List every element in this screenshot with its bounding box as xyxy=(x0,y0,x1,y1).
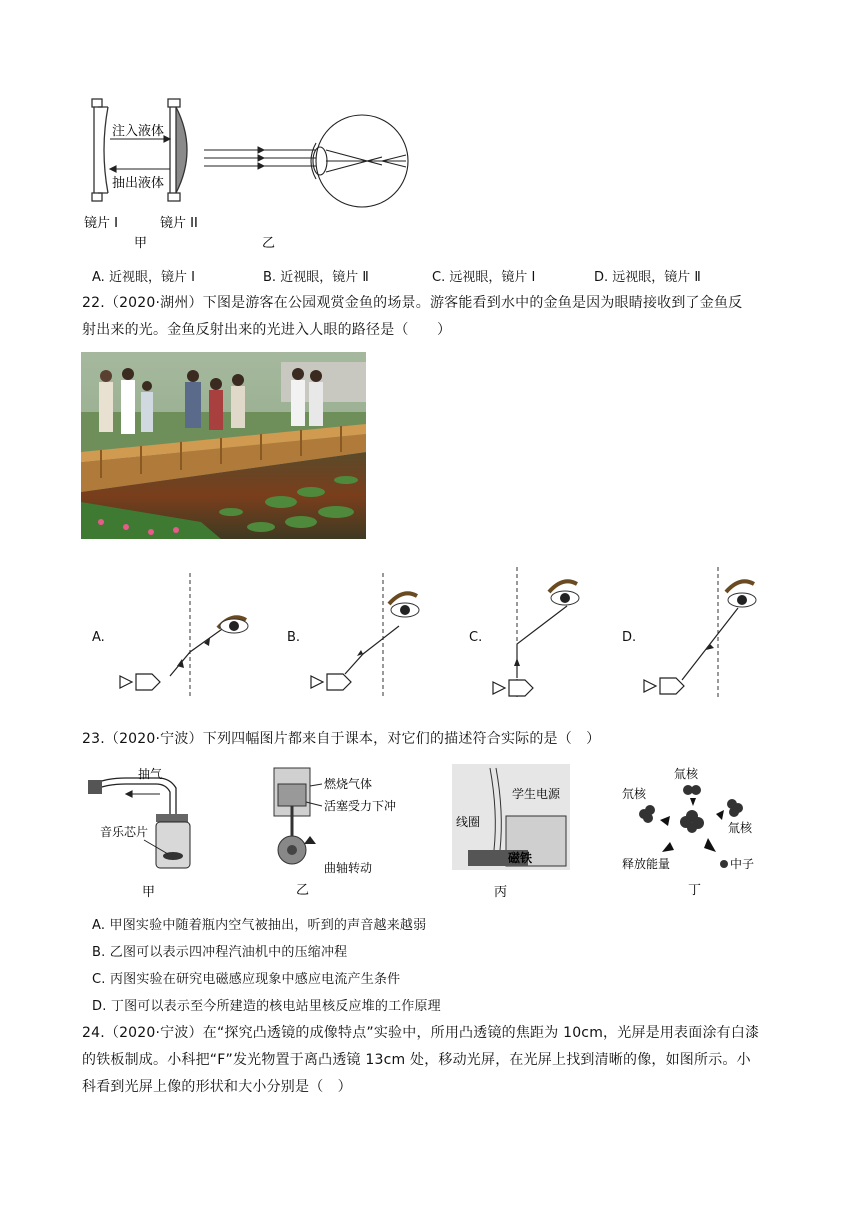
q22-option-a-label[interactable]: A. xyxy=(92,630,105,645)
q21-option-c[interactable]: C. 远视眼，镜片 I xyxy=(432,270,536,285)
svg-text:氘核: 氘核 xyxy=(622,787,647,801)
q22-stem: 22.（2020·湖州）下图是游客在公园观赏金鱼的场景。游客能看到水中的金鱼是因为眼睛接收到了金鱼反 射出来的光。金鱼反射出来的光进入人眼的路径是（ ） xyxy=(82,295,743,338)
q22-option-d-label[interactable]: D. xyxy=(622,630,637,645)
q21-option-b[interactable]: B. 近视眼，镜片 Ⅱ xyxy=(263,270,369,285)
yi-caption: 乙 xyxy=(262,236,276,251)
q23-figure-jia xyxy=(86,764,226,902)
lens-1-label: 镜片 I xyxy=(84,216,118,231)
fish-icon xyxy=(493,680,533,696)
jia-caption: 甲 xyxy=(134,236,148,251)
q22-option-d-diagram[interactable] xyxy=(640,562,790,702)
q23-option-b[interactable]: B. 乙图可以表示四冲程汽油机中的压缩冲程 xyxy=(92,945,348,960)
q23-figure-yi xyxy=(266,762,426,902)
eye-diagram xyxy=(311,115,408,207)
svg-text:磁铁: 磁铁 xyxy=(508,851,533,865)
q22-option-c-diagram[interactable] xyxy=(485,562,635,702)
svg-text:学生电源: 学生电源 xyxy=(512,787,561,801)
svg-text:氚核: 氚核 xyxy=(674,767,699,781)
q23-option-d[interactable]: D. 丁图可以表示至今所建造的核电站里核反应堆的工作原理 xyxy=(92,999,441,1014)
svg-text:曲轴转动: 曲轴转动 xyxy=(324,861,373,875)
svg-text:氚核: 氚核 xyxy=(728,821,753,835)
q23-stem: 23.（2020·宁波）下列四幅图片都来自于课本，对它们的描述符合实际的是（ ） xyxy=(82,731,601,747)
svg-text:线圈: 线圈 xyxy=(456,815,481,829)
svg-text:活塞受力下冲: 活塞受力下冲 xyxy=(324,799,397,813)
q23-option-a[interactable]: A. 甲图实验中随着瓶内空气被抽出，听到的声音越来越弱 xyxy=(92,918,427,933)
q22-option-b-label[interactable]: B. xyxy=(287,630,301,645)
svg-text:中子: 中子 xyxy=(730,857,755,871)
fish-icon xyxy=(120,674,160,690)
svg-text:燃烧气体: 燃烧气体 xyxy=(324,777,373,791)
svg-text:音乐芯片: 音乐芯片 xyxy=(100,825,149,839)
q22-goldfish-pond-photo xyxy=(81,352,366,539)
inject-label: 注入液体 xyxy=(112,124,165,139)
eye-icon xyxy=(726,581,756,607)
lens-2-shape xyxy=(168,99,187,201)
svg-text:丙: 丙 xyxy=(494,885,508,900)
lens-1-shape xyxy=(92,99,108,201)
extract-label: 抽出液体 xyxy=(112,176,165,191)
q22-option-a-diagram[interactable] xyxy=(110,568,260,700)
q23-options xyxy=(92,912,441,1020)
q21-lens-eye-figure xyxy=(80,95,420,260)
q23-figure-ding xyxy=(620,760,770,902)
q24-stem: 24.（2020·宁波）在“探究凸透镜的成像特点”实验中，所用凸透镜的焦距为 10cm，光屏是用表面涂有白漆 的铁板制成。小科把“F”发光物置于离凸透镜 13cm 处，移动光屏，在光屏上找到清晰的像，如图所示。小 科看到光屏上像的形状和大小分别是（ ） xyxy=(82,1025,760,1095)
fish-icon xyxy=(644,678,684,694)
fish-icon xyxy=(311,674,351,690)
svg-text:甲: 甲 xyxy=(142,885,156,900)
svg-text:抽气: 抽气 xyxy=(138,767,163,781)
svg-text:丁: 丁 xyxy=(688,883,702,898)
q22-option-c-label[interactable]: C. xyxy=(469,630,483,645)
q21-option-a[interactable]: A. 近视眼，镜片 Ⅰ xyxy=(92,270,195,285)
svg-text:乙: 乙 xyxy=(296,883,310,898)
lens-2-label: 镜片 II xyxy=(160,216,198,231)
q22-option-b-diagram[interactable] xyxy=(305,568,455,700)
q23-figure-bing xyxy=(450,762,610,902)
eye-icon xyxy=(549,581,579,605)
svg-text:释放能量: 释放能量 xyxy=(622,857,671,871)
eye-icon xyxy=(218,617,248,633)
q21-option-d[interactable]: D. 远视眼，镜片 Ⅱ xyxy=(594,270,701,285)
q23-option-c[interactable]: C. 丙图实验在研究电磁感应现象中感应电流产生条件 xyxy=(92,972,401,987)
eye-icon xyxy=(389,593,419,617)
